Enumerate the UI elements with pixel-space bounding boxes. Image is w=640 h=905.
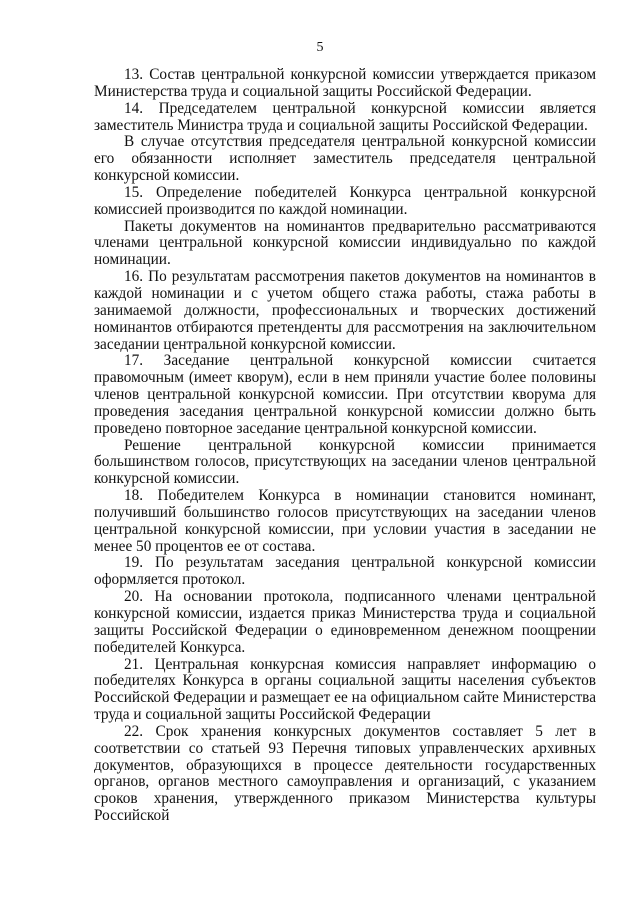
- paragraph-21: 21. Центральная конкурсная комиссия направляет информацию о победителях Конкурса в органы социальной защиты населения субъектов Российской Федерации и размещает ее на официальном сайте Министерства труда и социальной защиты Российской Федерации: [94, 655, 596, 724]
- paragraph-13: 13. Состав центральной конкурсной комиссии утверждается приказом Министерства труда и социальной защиты Российской Федерации.: [94, 66, 596, 100]
- paragraph-20: 20. На основании протокола, подписанного членами центральной конкурсной комиссии, издается приказ Министерства труда и социальной защиты Российской Федерации о единовременном денежном поощрении победителей Конкурса.: [94, 588, 596, 656]
- paragraph-14-absence: В случае отсутствия председателя центральной конкурсной комиссии его обязанности исполняет заместитель председателя центральной конкурсной комиссии.: [94, 133, 596, 185]
- page-number: 5: [316, 40, 324, 55]
- paragraph-16: 16. По результатам рассмотрения пакетов документов на номинантов в каждой номинации и с учетом общего стажа работы, стажа работы в занимаемой должности, профессиональных и творческих достижений номинантов отбираются претенденты для рассмотрения на заключительном заседании центральной конкурсной комиссии.: [94, 268, 596, 353]
- paragraph-18: 18. Победителем Конкурса в номинации становится номинант, получивший большинство голосов присутствующих на заседании членов центральной конкурсной комиссии, при условии участия в заседании не менее 50 процентов ее от состава.: [94, 487, 596, 555]
- paragraph-17: 17. Заседание центральной конкурсной комиссии считается правомочным (имеет кворум), если в нем приняли участие более половины членов центральной конкурсной комиссии. При отсутствии кворума для проведения заседания центральной конкурсной комиссии должно быть проведено повторное заседание центральной конкурсной комиссии.: [94, 352, 596, 437]
- paragraph-19: 19. По результатам заседания центральной конкурсной комиссии оформляется протокол.: [94, 554, 596, 589]
- paragraph-15-packages: Пакеты документов на номинантов предварительно рассматриваются членами центральной конкурсной комиссии индивидуально по каждой номинации.: [94, 217, 596, 269]
- paragraph-15: 15. Определение победителей Конкурса центральной конкурсной комиссией производится по каждой номинации.: [94, 183, 596, 218]
- paragraph-14: 14. Председателем центральной конкурсной комиссии является заместитель Министра труда и социальной защиты Российской Федерации.: [94, 99, 596, 134]
- document-body: [94, 67, 596, 825]
- paragraph-22: 22. Срок хранения конкурсных документов составляет 5 лет в соответствии со статьей 93 Перечня типовых управленческих архивных документов, образующихся в процессе деятельности государственных органов, органов местного самоуправления и организаций, с указанием сроков хранения, утвержденного приказом Министерства культуры Российской: [94, 722, 596, 825]
- paragraph-17-decision: Решение центральной конкурсной комиссии принимается большинством голосов, присутствующих на заседании членов центральной конкурсной комиссии.: [94, 436, 596, 488]
